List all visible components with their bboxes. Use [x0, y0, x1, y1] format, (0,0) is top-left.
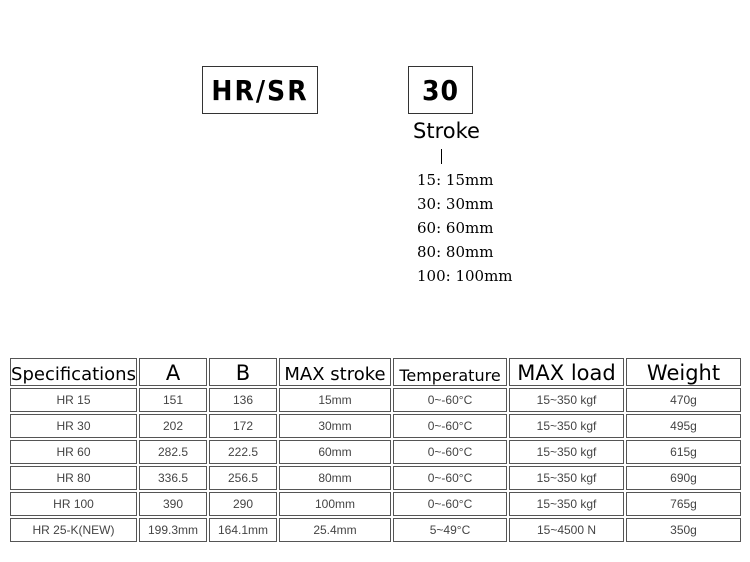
cell-temperature: 0~-60°C	[393, 440, 507, 464]
header-max-stroke: MAX stroke	[279, 358, 391, 386]
cell-b: 222.5	[209, 440, 277, 464]
cell-model: HR 80	[10, 466, 137, 490]
cell-a: 199.3mm	[139, 518, 207, 542]
cell-b: 172	[209, 414, 277, 438]
stroke-code-box: 30	[408, 66, 473, 114]
cell-temperature: 0~-60°C	[393, 466, 507, 490]
header-max-load: MAX load	[509, 358, 624, 386]
header-temperature: Temperature	[393, 358, 507, 386]
cell-weight: 765g	[626, 492, 741, 516]
table-header-row	[10, 358, 741, 386]
cell-weight: 615g	[626, 440, 741, 464]
cell-max-load: 15~4500 N	[509, 518, 624, 542]
stroke-option: 60: 60mm	[417, 219, 494, 237]
cell-max-load: 15~350 kgf	[509, 440, 624, 464]
cell-temperature: 5~49°C	[393, 518, 507, 542]
table-row	[10, 492, 741, 516]
stroke-options-list	[417, 170, 513, 290]
cell-model: HR 100	[10, 492, 137, 516]
cell-a: 336.5	[139, 466, 207, 490]
cell-max-stroke: 100mm	[279, 492, 391, 516]
cell-weight: 350g	[626, 518, 741, 542]
stroke-option: 30: 30mm	[417, 195, 494, 213]
cell-a: 202	[139, 414, 207, 438]
header-a: A	[139, 358, 207, 386]
cell-max-stroke: 30mm	[279, 414, 391, 438]
table-row	[10, 518, 741, 542]
cell-model: HR 25-K(NEW)	[10, 518, 137, 542]
table-row	[10, 388, 741, 412]
cell-max-load: 15~350 kgf	[509, 388, 624, 412]
cell-model: HR 30	[10, 414, 137, 438]
cell-b: 256.5	[209, 466, 277, 490]
cell-max-load: 15~350 kgf	[509, 492, 624, 516]
cell-temperature: 0~-60°C	[393, 388, 507, 412]
stroke-option: 80: 80mm	[417, 243, 494, 261]
cell-a: 151	[139, 388, 207, 412]
specifications-table	[8, 356, 743, 544]
header-specifications: Specifications	[10, 358, 137, 386]
cell-temperature: 0~-60°C	[393, 414, 507, 438]
cell-b: 164.1mm	[209, 518, 277, 542]
cell-weight: 470g	[626, 388, 741, 412]
cell-a: 390	[139, 492, 207, 516]
table-row	[10, 466, 741, 490]
cell-temperature: 0~-60°C	[393, 492, 507, 516]
table-row	[10, 414, 741, 438]
cell-b: 290	[209, 492, 277, 516]
cell-max-load: 15~350 kgf	[509, 414, 624, 438]
header-b: B	[209, 358, 277, 386]
stroke-option: 15: 15mm	[417, 171, 494, 189]
header-weight: Weight	[626, 358, 741, 386]
stroke-connector-line	[441, 149, 442, 164]
model-code-box: HR/SR	[202, 66, 318, 114]
cell-a: 282.5	[139, 440, 207, 464]
cell-max-stroke: 15mm	[279, 388, 391, 412]
cell-max-stroke: 25.4mm	[279, 518, 391, 542]
cell-weight: 690g	[626, 466, 741, 490]
cell-max-load: 15~350 kgf	[509, 466, 624, 490]
cell-max-stroke: 80mm	[279, 466, 391, 490]
cell-max-stroke: 60mm	[279, 440, 391, 464]
stroke-title: Stroke	[413, 119, 480, 143]
cell-model: HR 60	[10, 440, 137, 464]
stroke-option: 100: 100mm	[417, 267, 513, 285]
table-row	[10, 440, 741, 464]
cell-weight: 495g	[626, 414, 741, 438]
cell-model: HR 15	[10, 388, 137, 412]
cell-b: 136	[209, 388, 277, 412]
